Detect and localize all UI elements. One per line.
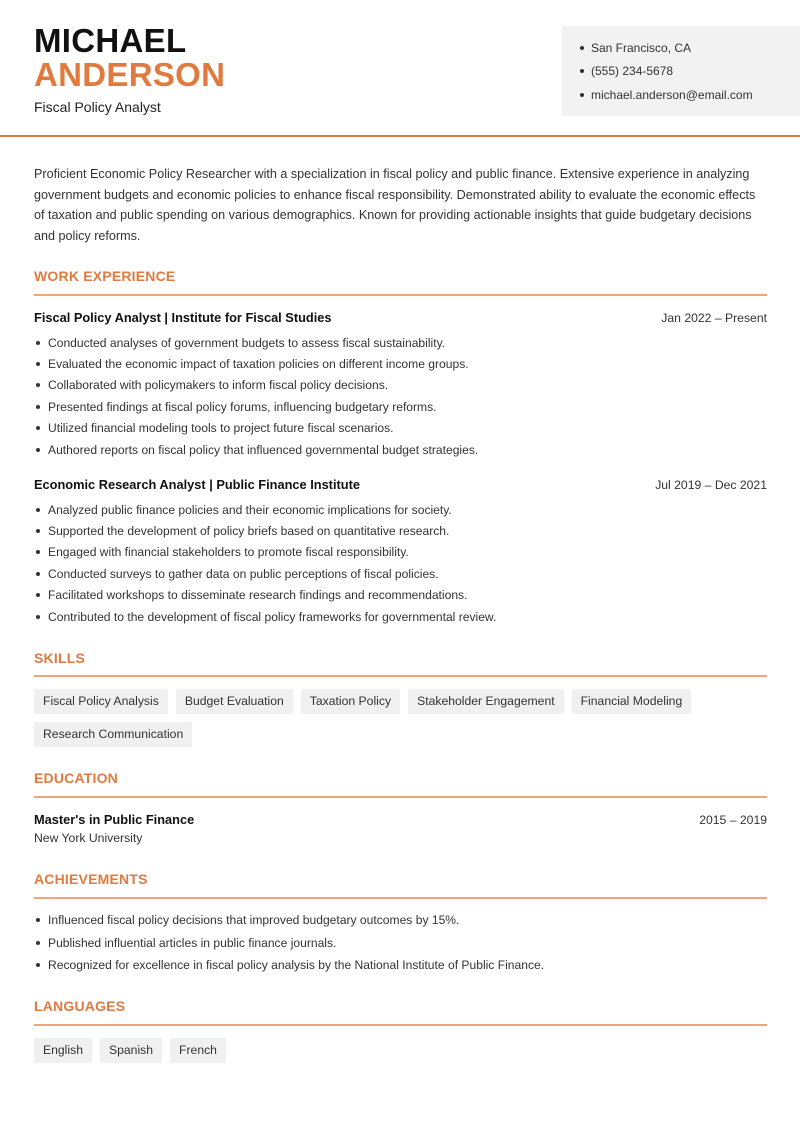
contact-phone: [580, 60, 800, 84]
list-item: [34, 418, 767, 439]
email-text: michael.anderson@email.com: [591, 87, 753, 102]
bullet-text: Conducted analyses of government budgets to assess fiscal sustainability.: [48, 335, 446, 350]
education-heading: EDUCATION: [34, 770, 118, 786]
section-divider: [34, 675, 767, 677]
bullet-text: Engaged with financial stakeholders to promote fiscal responsibility.: [48, 545, 409, 560]
list-item: [34, 353, 767, 374]
first-name: MICHAEL: [34, 22, 187, 59]
location-text: San Francisco, CA: [591, 40, 692, 55]
bullet-icon: [580, 93, 584, 97]
language-tag: French: [170, 1038, 226, 1063]
school-name: New York University: [34, 831, 143, 845]
contact-email: [580, 83, 800, 107]
job-2-bullets: [34, 499, 767, 627]
job-1-bullets: [34, 332, 767, 460]
skill-tag: Budget Evaluation: [176, 689, 293, 714]
list-item: [34, 499, 767, 520]
list-item: [34, 909, 767, 932]
bullet-icon: [580, 69, 584, 73]
bullet-text: Evaluated the economic impact of taxation policies on different income groups.: [48, 357, 469, 372]
bullet-icon: [36, 448, 40, 452]
bullet-icon: [36, 615, 40, 619]
section-divider: [34, 897, 767, 899]
achievement-text: Recognized for excellence in fiscal policy analysis by the National Institute of Public Finance.: [48, 958, 545, 973]
bullet-text: Utilized financial modeling tools to project future fiscal scenarios.: [48, 421, 394, 436]
list-item: [34, 954, 767, 977]
job-1-dates: Jan 2022 – Present: [661, 311, 767, 325]
section-divider: [34, 294, 767, 296]
languages-list: [34, 1038, 767, 1063]
skill-tag: Taxation Policy: [301, 689, 400, 714]
work-experience-heading: WORK EXPERIENCE: [34, 268, 176, 284]
language-tag: Spanish: [100, 1038, 162, 1063]
skill-tag: Fiscal Policy Analysis: [34, 689, 168, 714]
list-item: [34, 332, 767, 353]
skill-tag: Stakeholder Engagement: [408, 689, 564, 714]
bullet-icon: [36, 426, 40, 430]
phone-text: (555) 234-5678: [591, 64, 674, 79]
list-item: [34, 439, 767, 460]
list-item: [34, 396, 767, 417]
bullet-text: Facilitated workshops to disseminate research findings and recommendations.: [48, 588, 468, 603]
education-dates: 2015 – 2019: [699, 813, 767, 827]
job-1-role: Fiscal Policy Analyst | Institute for Fiscal Studies: [34, 310, 332, 325]
achievements-list: [34, 909, 767, 977]
list-item: [34, 606, 767, 627]
list-item: [34, 375, 767, 396]
skill-tag: Research Communication: [34, 722, 192, 747]
contact-location: [580, 36, 800, 60]
bullet-text: Presented findings at fiscal policy forums, influencing budgetary reforms.: [48, 399, 437, 414]
list-item: [34, 585, 767, 606]
list-item: [34, 563, 767, 584]
skills-list: [34, 689, 767, 747]
section-divider: [34, 1024, 767, 1026]
bullet-icon: [36, 341, 40, 345]
bullet-icon: [36, 550, 40, 554]
section-divider: [34, 796, 767, 798]
list-item: [34, 932, 767, 955]
skills-heading: SKILLS: [34, 650, 85, 666]
achievement-text: Influenced fiscal policy decisions that improved budgetary outcomes by 15%.: [48, 913, 460, 928]
job-1-header: [34, 310, 767, 325]
language-tag: English: [34, 1038, 92, 1063]
bullet-icon: [36, 572, 40, 576]
bullet-text: Authored reports on fiscal policy that influenced governmental budget strategies.: [48, 442, 479, 457]
job-2-role: Economic Research Analyst | Public Finance Institute: [34, 477, 360, 492]
bullet-icon: [36, 362, 40, 366]
bullet-icon: [36, 593, 40, 597]
bullet-text: Supported the development of policy briefs based on quantitative research.: [48, 524, 450, 539]
bullet-text: Collaborated with policymakers to inform fiscal policy decisions.: [48, 378, 389, 393]
list-item: [34, 542, 767, 563]
contact-box: [562, 26, 800, 116]
list-item: [34, 520, 767, 541]
bullet-icon: [36, 529, 40, 533]
bullet-text: Contributed to the development of fiscal policy frameworks for governmental review.: [48, 609, 497, 624]
skill-tag: Financial Modeling: [572, 689, 692, 714]
bullet-icon: [36, 405, 40, 409]
degree: Master's in Public Finance: [34, 812, 195, 827]
bullet-icon: [36, 383, 40, 387]
bullet-icon: [36, 918, 40, 922]
profile-summary: Proficient Economic Policy Researcher with a specialization in fiscal policy and public finance. Extensive experience in analyzing government budgets and economic policies to enhance fiscal responsibility. Demonstrated ability to evaluate the economic effects of taxation and public spending on various demographics. Known for providing actionable insights that guide budgetary decisions and policy reforms.: [34, 167, 756, 243]
last-name: ANDERSON: [34, 56, 226, 93]
bullet-icon: [36, 963, 40, 967]
bullet-text: Conducted surveys to gather data on public perceptions of fiscal policies.: [48, 566, 439, 581]
job-2-header: [34, 477, 767, 492]
job-title: Fiscal Policy Analyst: [34, 99, 161, 115]
bullet-icon: [36, 941, 40, 945]
achievement-text: Published influential articles in public finance journals.: [48, 935, 337, 950]
bullet-icon: [36, 508, 40, 512]
achievements-heading: ACHIEVEMENTS: [34, 871, 148, 887]
education-header: [34, 812, 767, 827]
bullet-icon: [580, 46, 584, 50]
job-2-dates: Jul 2019 – Dec 2021: [655, 478, 767, 492]
bullet-text: Analyzed public finance policies and their economic implications for society.: [48, 502, 452, 517]
languages-heading: LANGUAGES: [34, 998, 126, 1014]
resume-header: [0, 0, 800, 137]
